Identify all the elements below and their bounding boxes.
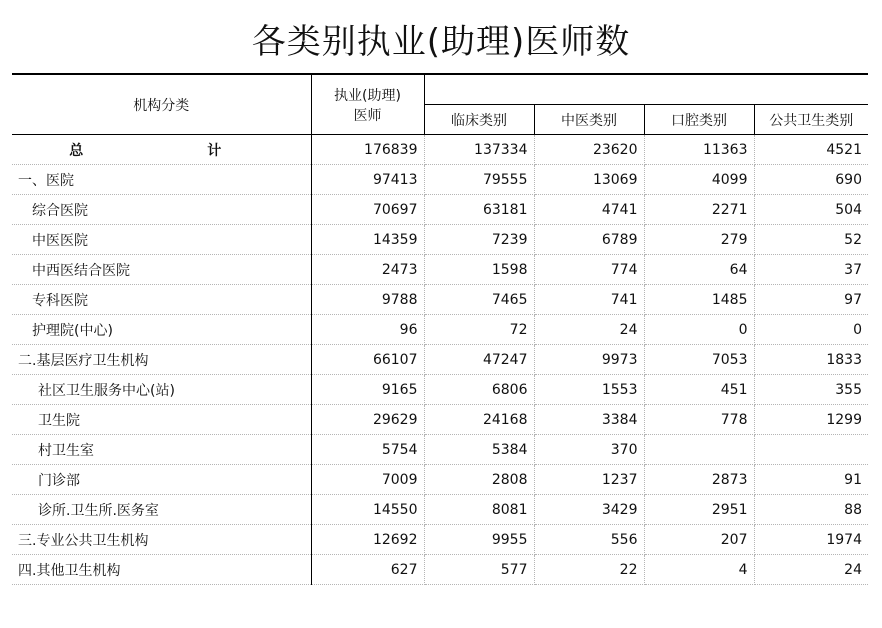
table-row: [12, 195, 868, 225]
cell-value: 778: [644, 405, 754, 435]
cell-value: 176839: [311, 135, 424, 165]
cell-value: 4099: [644, 165, 754, 195]
cell-value: 96: [311, 315, 424, 345]
cell-value: 1833: [754, 345, 868, 375]
cell-value: 690: [754, 165, 868, 195]
table-row: [12, 465, 868, 495]
row-label: 卫生院: [12, 405, 311, 435]
header-total: 执业(助理) 医师: [311, 74, 424, 135]
cell-value: 5754: [311, 435, 424, 465]
header-dental: 口腔类别: [644, 105, 754, 135]
cell-value: 88: [754, 495, 868, 525]
cell-value: 504: [754, 195, 868, 225]
page-title: 各类别执业(助理)医师数: [251, 22, 631, 62]
cell-value: 577: [424, 555, 534, 585]
table-row: [12, 525, 868, 555]
table-row: [12, 135, 868, 165]
cell-value: 64: [644, 255, 754, 285]
cell-value: 24: [534, 315, 644, 345]
cell-value: 0: [754, 315, 868, 345]
cell-value: 14359: [311, 225, 424, 255]
cell-value: 12692: [311, 525, 424, 555]
cell-value: 9973: [534, 345, 644, 375]
row-label: 四.其他卫生机构: [12, 555, 311, 585]
cell-value: 9788: [311, 285, 424, 315]
cell-value: 3384: [534, 405, 644, 435]
cell-value: 451: [644, 375, 754, 405]
cell-value: 47247: [424, 345, 534, 375]
table-row: [12, 345, 868, 375]
cell-value: 2473: [311, 255, 424, 285]
cell-value: 8081: [424, 495, 534, 525]
cell-value: 7239: [424, 225, 534, 255]
cell-value: 2271: [644, 195, 754, 225]
cell-value: 556: [534, 525, 644, 555]
cell-value: 0: [644, 315, 754, 345]
row-label: 总 计: [12, 135, 311, 165]
row-label: 中西医结合医院: [12, 255, 311, 285]
cell-value: 2873: [644, 465, 754, 495]
cell-value: 7465: [424, 285, 534, 315]
cell-value: 627: [311, 555, 424, 585]
cell-value: 14550: [311, 495, 424, 525]
cell-value: 370: [534, 435, 644, 465]
cell-value: 4741: [534, 195, 644, 225]
cell-value: 1485: [644, 285, 754, 315]
cell-value: 6789: [534, 225, 644, 255]
header-public-health: 公共卫生类别: [754, 105, 868, 135]
cell-value: 37: [754, 255, 868, 285]
table-body: [12, 135, 868, 585]
cell-value: 741: [534, 285, 644, 315]
cell-value: 91: [754, 465, 868, 495]
row-label: 护理院(中心): [12, 315, 311, 345]
table-row: [12, 285, 868, 315]
table-row: [12, 255, 868, 285]
cell-value: 13069: [534, 165, 644, 195]
row-label: 综合医院: [12, 195, 311, 225]
cell-value: 2951: [644, 495, 754, 525]
row-label: 门诊部: [12, 465, 311, 495]
cell-value: 29629: [311, 405, 424, 435]
header-tcm: 中医类别: [534, 105, 644, 135]
cell-value: 24168: [424, 405, 534, 435]
cell-value: 137334: [424, 135, 534, 165]
header-category: 机构分类: [12, 74, 311, 135]
cell-value: 1598: [424, 255, 534, 285]
cell-value: 7009: [311, 465, 424, 495]
row-label: 诊所.卫生所.医务室: [12, 495, 311, 525]
row-label: 专科医院: [12, 285, 311, 315]
cell-value: 9955: [424, 525, 534, 555]
cell-value: 97: [754, 285, 868, 315]
table-row: [12, 225, 868, 255]
cell-value: 5384: [424, 435, 534, 465]
cell-value: 1299: [754, 405, 868, 435]
doctors-table: [12, 73, 868, 585]
cell-value: 79555: [424, 165, 534, 195]
header-clinical: 临床类别: [424, 105, 534, 135]
cell-value: 72: [424, 315, 534, 345]
table-row: [12, 165, 868, 195]
row-label: 二.基层医疗卫生机构: [12, 345, 311, 375]
cell-value: 279: [644, 225, 754, 255]
table-row: [12, 555, 868, 585]
row-label: 社区卫生服务中心(站): [12, 375, 311, 405]
cell-value: 2808: [424, 465, 534, 495]
cell-value: 4: [644, 555, 754, 585]
cell-value: 11363: [644, 135, 754, 165]
cell-value: 3429: [534, 495, 644, 525]
table-row: [12, 405, 868, 435]
row-label: 村卫生室: [12, 435, 311, 465]
cell-value: 1553: [534, 375, 644, 405]
cell-value: 24: [754, 555, 868, 585]
table-row: [12, 315, 868, 345]
row-label: 一、医院: [12, 165, 311, 195]
cell-value: 52: [754, 225, 868, 255]
table-row: [12, 495, 868, 525]
cell-value: 6806: [424, 375, 534, 405]
cell-value: [754, 435, 868, 465]
cell-value: 7053: [644, 345, 754, 375]
cell-value: 355: [754, 375, 868, 405]
cell-value: 774: [534, 255, 644, 285]
cell-value: 63181: [424, 195, 534, 225]
cell-value: 66107: [311, 345, 424, 375]
cell-value: 23620: [534, 135, 644, 165]
table-row: [12, 435, 868, 465]
cell-value: [644, 435, 754, 465]
table-row: [12, 375, 868, 405]
cell-value: 97413: [311, 165, 424, 195]
cell-value: 4521: [754, 135, 868, 165]
cell-value: 70697: [311, 195, 424, 225]
row-label: 中医医院: [12, 225, 311, 255]
row-label: 三.专业公共卫生机构: [12, 525, 311, 555]
header-span: [424, 74, 868, 105]
cell-value: 1974: [754, 525, 868, 555]
cell-value: 22: [534, 555, 644, 585]
cell-value: 1237: [534, 465, 644, 495]
cell-value: 9165: [311, 375, 424, 405]
cell-value: 207: [644, 525, 754, 555]
